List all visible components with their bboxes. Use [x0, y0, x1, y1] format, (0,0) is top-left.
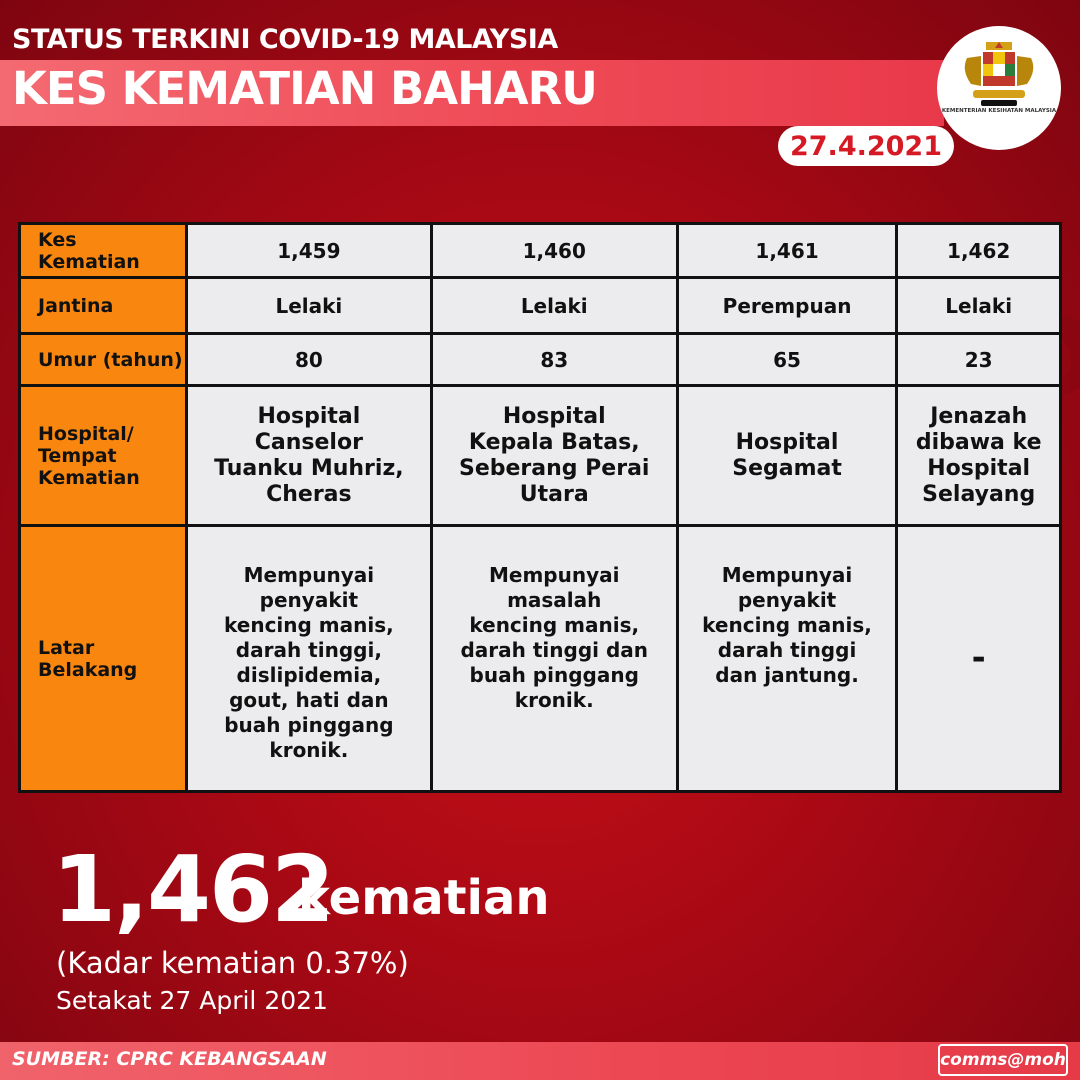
gender-cell: Lelaki [187, 278, 432, 334]
cell-line: masalah [507, 588, 602, 612]
as-of-date: Setakat 27 April 2021 [56, 986, 328, 1015]
background-cell [187, 526, 432, 792]
age-cell: 80 [187, 334, 432, 386]
cell-line: kencing manis, [224, 613, 394, 637]
cell-line: kronik. [269, 738, 349, 762]
cell-line: gout, hati dan [229, 688, 389, 712]
age-cell: 23 [897, 334, 1061, 386]
cell-line: Selayang [922, 481, 1036, 507]
gender-cell: Lelaki [897, 278, 1061, 334]
cell-line: - [971, 638, 986, 678]
row-header-age: Umur (tahun) [20, 334, 187, 386]
case-number: 1,462 [897, 224, 1061, 278]
row-header-gender: Jantina [20, 278, 187, 334]
cell-line: Hospital [927, 455, 1031, 481]
age-cell: 65 [677, 334, 897, 386]
total-deaths-label: kematian [298, 870, 550, 926]
table-row-age [20, 334, 1061, 386]
cell-line: kencing manis, [469, 613, 640, 637]
case-number: 1,460 [431, 224, 677, 278]
hospital-cell [677, 386, 897, 526]
cell-line: Tuanku Muhriz, [214, 455, 404, 481]
social-handle: comms@moh [938, 1044, 1068, 1076]
row-header-line: Tempat [38, 444, 117, 467]
row-header-line: Latar [38, 636, 95, 659]
background-cell [431, 526, 677, 792]
gender-cell: Lelaki [431, 278, 677, 334]
row-header-line: Kematian [38, 466, 140, 489]
row-header-hospital [20, 386, 187, 526]
date-badge: 27.4.2021 [778, 126, 954, 166]
table-row-case [20, 224, 1061, 278]
background-cell [897, 526, 1061, 792]
cell-line: Hospital [735, 429, 839, 455]
background-cell [677, 526, 897, 792]
page-title: KES KEMATIAN BAHARU [12, 62, 597, 115]
case-number: 1,459 [187, 224, 432, 278]
cell-line: Canselor [254, 429, 363, 455]
cell-line: buah pinggang [469, 663, 639, 687]
cell-line: Mempunyai [243, 563, 375, 587]
cell-line: darah tinggi [717, 638, 857, 662]
row-header-line: Hospital/ [38, 422, 134, 445]
cell-line: penyakit [259, 588, 359, 612]
row-header-background [20, 526, 187, 792]
cell-line: Segamat [732, 455, 842, 481]
logo-caption: KEMENTERIAN KESIHATAN MALAYSIA [941, 108, 1057, 114]
row-header-line: Belakang [38, 658, 138, 681]
cell-line: Utara [519, 481, 589, 507]
source-credit: SUMBER: CPRC KEBANGSAAN [12, 1048, 327, 1070]
cell-line: Hospital [257, 403, 361, 429]
table-row-gender [20, 278, 1061, 334]
table-row-background [20, 526, 1061, 792]
case-number: 1,461 [677, 224, 897, 278]
coat-of-arms-icon [959, 40, 1039, 110]
cell-line: Hospital [502, 403, 606, 429]
cell-line: darah tinggi, [235, 638, 382, 662]
hospital-cell [897, 386, 1061, 526]
hospital-cell [431, 386, 677, 526]
gender-cell: Perempuan [677, 278, 897, 334]
cell-line: dislipidemia, [236, 663, 382, 687]
cell-line: kencing manis, [702, 613, 872, 637]
cell-line: Seberang Perai [458, 455, 650, 481]
row-header-case: Kes Kematian [20, 224, 187, 278]
cell-line: dan jantung. [715, 663, 859, 687]
ministry-logo [937, 26, 1061, 150]
status-subtitle: STATUS TERKINI COVID-19 MALAYSIA [12, 24, 558, 55]
cell-line: Jenazah [930, 403, 1028, 429]
cell-line: Cheras [266, 481, 352, 507]
total-deaths-number: 1,462 [52, 836, 334, 943]
cell-line: buah pinggang [224, 713, 394, 737]
table-row-hospital [20, 386, 1061, 526]
cell-line: Mempunyai [721, 563, 853, 587]
cell-line: darah tinggi dan [460, 638, 648, 662]
age-cell: 83 [431, 334, 677, 386]
hospital-cell [187, 386, 432, 526]
cell-line: dibawa ke [915, 429, 1042, 455]
death-cases-table [18, 222, 1062, 793]
death-rate: (Kadar kematian 0.37%) [56, 946, 409, 980]
cell-line: kronik. [514, 688, 594, 712]
cell-line: Kepala Batas, [468, 429, 640, 455]
cell-line: Mempunyai [488, 563, 620, 587]
cell-line: penyakit [737, 588, 837, 612]
